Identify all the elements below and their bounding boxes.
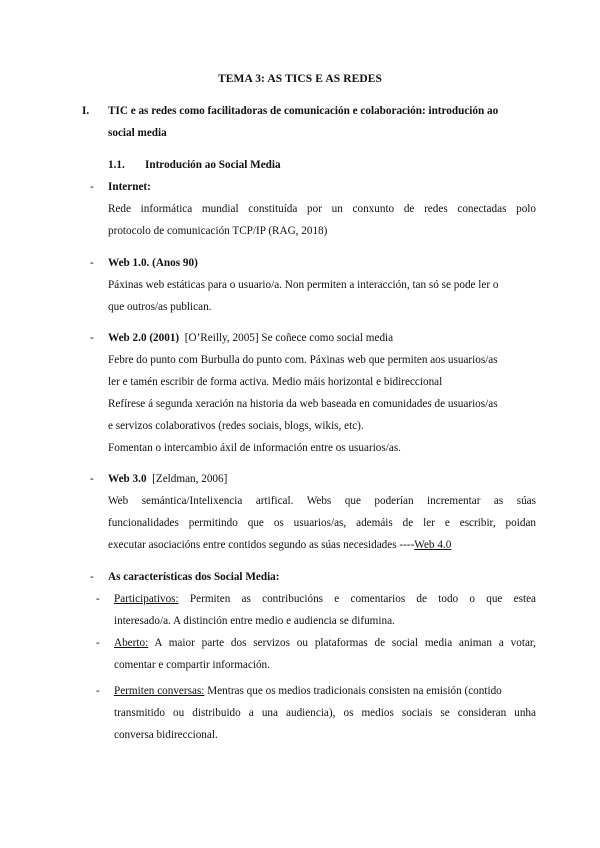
web1-text-line2: que outros/as publican. bbox=[108, 301, 212, 313]
web2-text-line4: e servizos colaborativos (redes sociais, blogs, wikis, etc). bbox=[108, 420, 364, 432]
web2-heading-line bbox=[108, 331, 393, 345]
web2-text-line2: ler e tamén escribir de forma activa. Medio máis horizontal e bidireccional bbox=[108, 376, 443, 388]
bullet-dash: - bbox=[96, 685, 100, 697]
section-number: I. bbox=[82, 105, 90, 117]
caracteristica-term: Permiten conversas: bbox=[114, 685, 205, 697]
caracteristica-term: Aberto: bbox=[114, 637, 149, 649]
section-heading-line2: social media bbox=[108, 127, 167, 139]
caracteristicas-heading: As características dos Social Media: bbox=[108, 571, 280, 583]
internet-text-line2: protocolo de comunicación TCP/IP (RAG, 2018) bbox=[108, 225, 328, 237]
caracteristica-item-2-line1 bbox=[114, 636, 536, 650]
caracteristica-term: Participativos: bbox=[114, 593, 179, 605]
caracteristica-item-1-line2: interesado/a. A distinción entre medio e audiencia se difumina. bbox=[114, 615, 395, 627]
web4-link[interactable]: Web 4.0 bbox=[414, 539, 452, 551]
web3-text-line3 bbox=[108, 538, 451, 552]
caracteristica-text: A maior parte dos servizos ou plataformas de social media animan a votar, bbox=[154, 637, 536, 649]
caracteristica-item-3-line3: conversa bidireccional. bbox=[114, 729, 218, 741]
bullet-dash: - bbox=[90, 257, 94, 269]
caracteristica-text: Permiten as contribucións e comentarios de todo o que estea bbox=[189, 593, 537, 605]
caracteristica-item-3-line1 bbox=[114, 684, 502, 698]
bullet-dash: - bbox=[90, 332, 94, 344]
page-title: TEMA 3: AS TICS E AS REDES bbox=[217, 73, 383, 85]
web3-text-line3-body: executar asociacións entre contidos segundo as súas necesidades ---- bbox=[108, 539, 415, 551]
bullet-dash: - bbox=[96, 637, 100, 649]
bullet-dash: - bbox=[96, 593, 100, 605]
caracteristica-item-2-line2: comentar e compartir información. bbox=[114, 659, 270, 671]
caracteristica-item-1-line1 bbox=[114, 592, 536, 606]
subsection-title: Introdución ao Social Media bbox=[145, 159, 281, 171]
web1-text-line1: Páxinas web estáticas para o usuario/a. Non permiten a interacción, tan só se pode ler o bbox=[108, 279, 499, 291]
web3-heading: Web 3.0 bbox=[108, 473, 147, 485]
internet-heading: Internet: bbox=[108, 181, 151, 193]
internet-text-line1: Rede informática mundial constituída por un conxunto de redes conectadas polo bbox=[108, 203, 536, 215]
web2-text-line5: Fomentan o intercambio áxil de información entre os usuarios/as. bbox=[108, 442, 401, 454]
web3-heading-line bbox=[108, 472, 227, 486]
web3-text-line1: Web semántica/Intelixencia artifical. Webs que poderían incrementar as súas bbox=[108, 495, 536, 507]
web2-heading: Web 2.0 (2001) bbox=[108, 332, 180, 344]
web2-text-line3: Refírese á segunda xeración na historia da web baseada en comunidades de usuarios/as bbox=[108, 398, 498, 410]
bullet-dash: - bbox=[90, 473, 94, 485]
caracteristica-text: Mentras que os medios tradicionais consisten na emisión (contido bbox=[207, 685, 502, 697]
web1-heading: Web 1.0. (Anos 90) bbox=[108, 257, 198, 269]
web2-heading-rest: [O’Reilly, 2005] Se coñece como social media bbox=[184, 332, 394, 344]
caracteristica-item-3-line2: transmitido ou distribuido a una audiencia), os medios sociais se consideran unha bbox=[114, 707, 536, 719]
web3-text-line2: funcionalidades permitindo que os usuarios/as, ademáis de ler e escribir, poidan bbox=[108, 517, 536, 529]
bullet-dash: - bbox=[90, 181, 94, 193]
section-heading-line1: TIC e as redes como facilitadoras de comunicación e colaboración: introdución ao bbox=[108, 105, 499, 117]
bullet-dash: - bbox=[90, 571, 94, 583]
web3-heading-rest: [Zeldman, 2006] bbox=[152, 473, 228, 485]
subsection-number: 1.1. bbox=[108, 159, 125, 171]
web2-text-line1: Febre do punto com Burbulla do punto com. Páxinas web que permiten aos usuarios/as bbox=[108, 354, 498, 366]
